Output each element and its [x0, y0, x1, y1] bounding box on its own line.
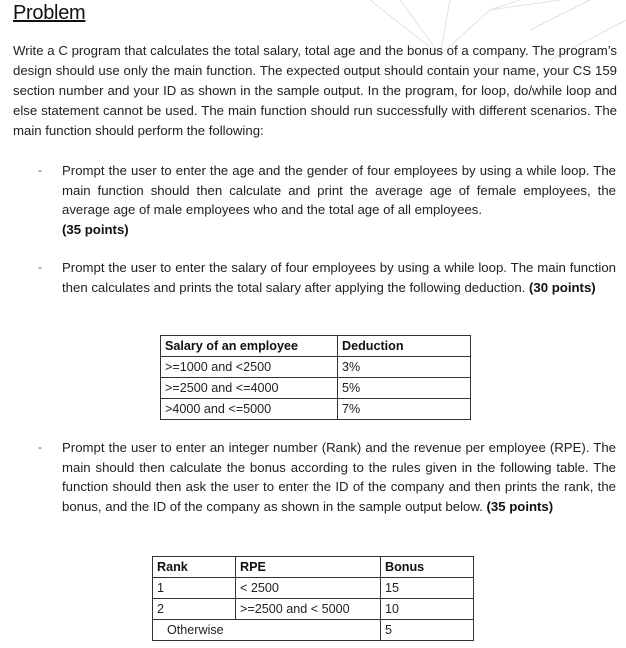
table-header-row	[161, 336, 471, 357]
bullet-1: -	[38, 163, 42, 177]
bonus-value: 5	[381, 620, 474, 641]
salary-range: >4000 and <=5000	[161, 399, 338, 420]
salary-range: >=1000 and <2500	[161, 357, 338, 378]
page-title: Problem	[13, 2, 86, 24]
bullet-2: -	[38, 260, 42, 274]
task-item-1-points: (35 points)	[62, 221, 129, 237]
header-deduction: Deduction	[338, 336, 471, 357]
table-row	[161, 357, 471, 378]
task-item-2-points: (30 points)	[529, 279, 596, 295]
bullet-3: -	[38, 440, 42, 454]
deduction-value: 5%	[338, 378, 471, 399]
salary-range: >=2500 and <=4000	[161, 378, 338, 399]
task-item-1	[62, 161, 616, 239]
task-item-3	[62, 438, 616, 516]
task-item-1-text: Prompt the user to enter the age and the gender of four employees by using a while loop. The main function should then calculate and print the average age of female employees, the average age of male employees who and the total age of all employees.	[62, 163, 616, 217]
bonus-value: 10	[381, 599, 474, 620]
task-item-3-points: (35 points)	[486, 498, 554, 514]
rank-value: 1	[153, 578, 236, 599]
task-item-3-text: Prompt the user to enter an integer number (Rank) and the revenue per employee (RPE). The main should then calculate the bonus according to the rules given in the following table. The function should then ask the user to enter the ID of the company and then prints the rank, the bonus, and the ID of the company as shown in the sample output below.	[62, 440, 616, 514]
table-row	[161, 399, 471, 420]
deduction-value: 7%	[338, 399, 471, 420]
bonus-table	[152, 556, 474, 641]
table-row	[161, 378, 471, 399]
header-salary: Salary of an employee	[161, 336, 338, 357]
rank-value: 2	[153, 599, 236, 620]
deduction-value: 3%	[338, 357, 471, 378]
header-rank: Rank	[153, 557, 236, 578]
bonus-value: 15	[381, 578, 474, 599]
table-row	[153, 620, 474, 641]
rpe-value: >=2500 and < 5000	[236, 599, 381, 620]
intro-paragraph: Write a C program that calculates the total salary, total age and the bonus of a company. The program’s design should use only the main function. The expected output should contain your name, your CS 159 section number and your ID as shown in the sample output. In the program, for loop, do/while loop and else statement cannot be used. The main function should run successfully with different scenarios. The main function should perform the following:	[13, 43, 617, 138]
header-rpe: RPE	[236, 557, 381, 578]
table-header-row	[153, 557, 474, 578]
deduction-table	[160, 335, 471, 420]
otherwise-label: Otherwise	[153, 620, 381, 641]
task-item-2-text: Prompt the user to enter the salary of four employees by using a while loop. The main function then calculates and prints the total salary after applying the following deduction.	[62, 260, 616, 295]
table-row	[153, 599, 474, 620]
rpe-value: < 2500	[236, 578, 381, 599]
header-bonus: Bonus	[381, 557, 474, 578]
table-row	[153, 578, 474, 599]
task-item-2	[62, 258, 616, 297]
